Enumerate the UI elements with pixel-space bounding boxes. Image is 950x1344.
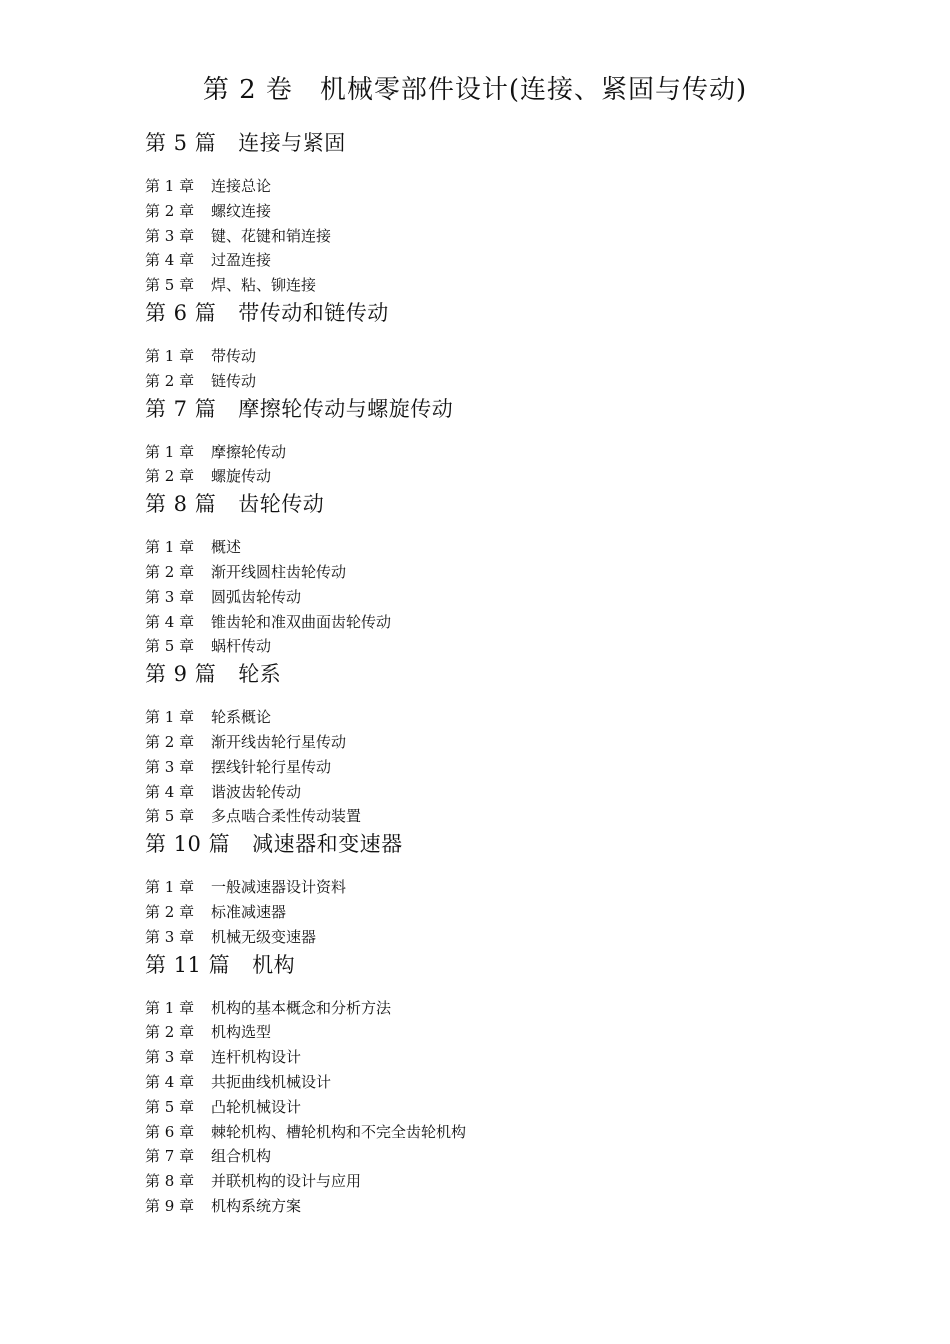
chapter-title: 渐开线圆柱齿轮传动	[211, 562, 347, 581]
chapter-title: 棘轮机构、槽轮机构和不完全齿轮机构	[211, 1122, 467, 1141]
chapter-number: 第 2 章	[145, 201, 195, 220]
chapter-number: 第 2 章	[145, 371, 195, 390]
chapter-item	[145, 344, 865, 369]
chapter-title: 多点啮合柔性传动装置	[211, 807, 362, 826]
chapter-number: 第 1 章	[145, 177, 195, 195]
chapter-number: 第 4 章	[145, 251, 195, 270]
chapter-item	[145, 1045, 865, 1070]
chapter-title: 焊、粘、铆连接	[211, 276, 317, 295]
chapter-item	[145, 440, 865, 465]
chapter-title: 机构系统方案	[211, 1196, 302, 1215]
part-section	[145, 659, 865, 829]
part-title: 带传动和链传动	[238, 300, 389, 325]
chapter-item	[145, 199, 865, 224]
chapter-list	[145, 705, 865, 829]
chapter-title: 连接总论	[211, 177, 272, 195]
chapter-title: 机构选型	[211, 1023, 272, 1042]
chapter-title: 标准减速器	[211, 902, 287, 921]
chapter-title: 渐开线齿轮行星传动	[211, 732, 347, 751]
chapter-number: 第 1 章	[145, 346, 195, 365]
part-title: 摩擦轮传动与螺旋传动	[238, 396, 454, 421]
chapter-number: 第 8 章	[145, 1172, 195, 1191]
chapter-title: 螺纹连接	[211, 201, 272, 220]
chapter-list	[145, 875, 865, 949]
chapter-number: 第 1 章	[145, 998, 195, 1017]
chapter-number: 第 2 章	[145, 1023, 195, 1042]
chapter-item	[145, 900, 865, 925]
chapter-item	[145, 610, 865, 635]
chapter-number: 第 5 章	[145, 1097, 195, 1116]
chapter-number: 第 4 章	[145, 612, 195, 631]
part-heading	[145, 298, 865, 332]
chapter-title: 链传动	[211, 371, 257, 390]
chapter-number: 第 3 章	[145, 1048, 195, 1067]
chapter-list	[145, 174, 865, 298]
part-section	[145, 829, 865, 949]
chapter-item	[145, 1194, 865, 1219]
part-title: 齿轮传动	[238, 492, 325, 517]
chapter-title: 并联机构的设计与应用	[211, 1172, 362, 1191]
chapter-item	[145, 1070, 865, 1095]
chapter-item	[145, 1120, 865, 1145]
part-heading	[145, 829, 865, 863]
part-title: 轮系	[238, 662, 282, 687]
chapter-number: 第 1 章	[145, 708, 195, 727]
part-section	[145, 394, 865, 490]
chapter-title: 螺旋传动	[211, 467, 272, 486]
chapter-number: 第 3 章	[145, 587, 195, 606]
chapter-number: 第 4 章	[145, 782, 195, 801]
chapter-number: 第 2 章	[145, 467, 195, 486]
chapter-number: 第 7 章	[145, 1147, 195, 1166]
chapter-list	[145, 440, 865, 490]
chapter-number: 第 2 章	[145, 562, 195, 581]
chapter-title: 过盈连接	[211, 251, 272, 270]
chapter-title: 键、花键和销连接	[211, 226, 332, 245]
chapter-number: 第 3 章	[145, 226, 195, 245]
chapter-number: 第 2 章	[145, 902, 195, 921]
part-section	[145, 128, 865, 298]
part-number: 第 9 篇	[145, 662, 217, 687]
chapter-item	[145, 705, 865, 730]
part-number: 第 10 篇	[145, 832, 231, 857]
part-section	[145, 298, 865, 394]
chapter-title: 组合机构	[211, 1147, 272, 1166]
chapter-list	[145, 535, 865, 659]
chapter-item	[145, 730, 865, 755]
chapter-item	[145, 535, 865, 560]
chapter-item	[145, 1144, 865, 1169]
chapter-item	[145, 1020, 865, 1045]
chapter-title: 蜗杆传动	[211, 637, 272, 656]
chapter-item	[145, 560, 865, 585]
chapter-number: 第 5 章	[145, 807, 195, 826]
chapter-title: 机构的基本概念和分析方法	[211, 998, 392, 1017]
chapter-item	[145, 996, 865, 1021]
chapter-item	[145, 1169, 865, 1194]
volume-title: 第 2 卷 机械零部件设计(连接、紧固与传动)	[202, 75, 748, 105]
chapter-item	[145, 1095, 865, 1120]
chapter-title: 谐波齿轮传动	[211, 782, 302, 801]
chapter-item	[145, 804, 865, 829]
part-section	[145, 489, 865, 659]
chapter-number: 第 3 章	[145, 927, 195, 946]
chapter-title: 共扼曲线机械设计	[211, 1072, 332, 1091]
chapter-list	[145, 996, 865, 1219]
chapter-number: 第 5 章	[145, 637, 195, 656]
chapter-item	[145, 248, 865, 273]
part-title: 连接与紧固	[238, 131, 346, 155]
chapter-item	[145, 224, 865, 249]
chapter-number: 第 5 章	[145, 276, 195, 295]
part-heading	[145, 489, 865, 523]
chapter-title: 一般减速器设计资料	[211, 878, 347, 897]
chapter-title: 摩擦轮传动	[211, 442, 287, 461]
part-heading	[145, 128, 865, 162]
chapter-number: 第 6 章	[145, 1122, 195, 1141]
chapter-number: 第 1 章	[145, 442, 195, 461]
chapter-item	[145, 369, 865, 394]
chapter-number: 第 4 章	[145, 1072, 195, 1091]
chapter-item	[145, 585, 865, 610]
part-number: 第 11 篇	[145, 952, 231, 977]
table-of-contents	[145, 128, 865, 1219]
part-number: 第 8 篇	[145, 492, 217, 517]
chapter-title: 概述	[211, 538, 242, 557]
chapter-list	[145, 344, 865, 394]
chapter-item	[145, 273, 865, 298]
chapter-item	[145, 634, 865, 659]
chapter-title: 轮系概论	[211, 708, 272, 727]
chapter-title: 连杆机构设计	[211, 1048, 302, 1067]
chapter-title: 凸轮机械设计	[211, 1097, 302, 1116]
part-number: 第 6 篇	[145, 300, 217, 325]
chapter-item	[145, 780, 865, 805]
chapter-title: 机械无级变速器	[211, 927, 317, 946]
chapter-title: 圆弧齿轮传动	[211, 587, 302, 606]
part-number: 第 7 篇	[145, 396, 217, 421]
part-number: 第 5 篇	[145, 131, 217, 155]
chapter-item	[145, 755, 865, 780]
part-heading	[145, 394, 865, 428]
part-heading	[145, 659, 865, 693]
chapter-number: 第 1 章	[145, 538, 195, 557]
part-title: 机构	[252, 952, 296, 977]
chapter-number: 第 3 章	[145, 757, 195, 776]
chapter-item	[145, 174, 865, 199]
part-section	[145, 950, 865, 1219]
chapter-number: 第 1 章	[145, 878, 195, 897]
chapter-title: 带传动	[211, 346, 257, 365]
part-title: 减速器和变速器	[252, 832, 403, 857]
chapter-number: 第 9 章	[145, 1196, 195, 1215]
chapter-title: 锥齿轮和准双曲面齿轮传动	[211, 612, 392, 631]
chapter-item	[145, 464, 865, 489]
chapter-item	[145, 925, 865, 950]
part-heading	[145, 950, 865, 984]
chapter-number: 第 2 章	[145, 732, 195, 751]
chapter-title: 摆线针轮行星传动	[211, 757, 332, 776]
chapter-item	[145, 875, 865, 900]
